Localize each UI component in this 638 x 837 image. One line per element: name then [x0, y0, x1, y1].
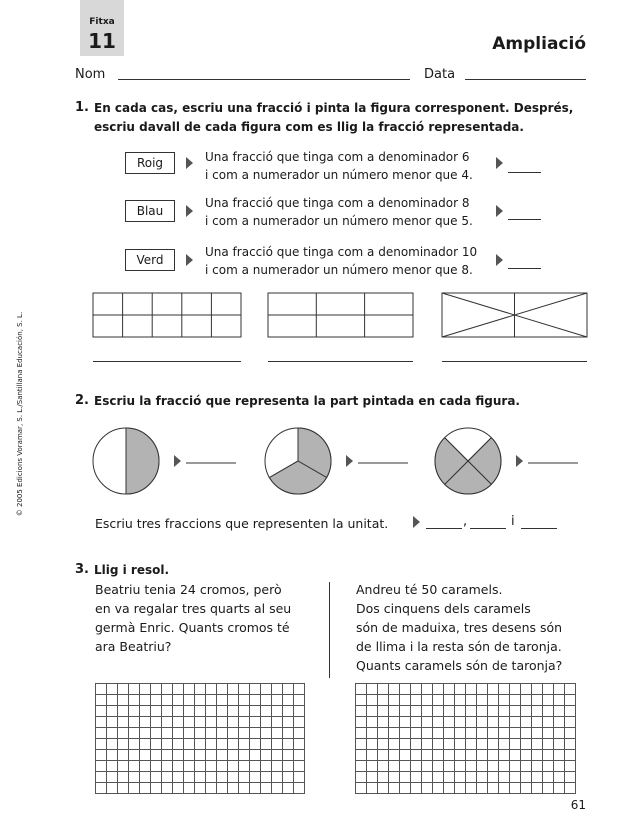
working-grid-right[interactable] [355, 683, 576, 794]
arrow-icon [516, 455, 523, 467]
color-box-roig: Roig [125, 152, 175, 174]
arrow-icon [496, 157, 503, 169]
problem-right-line: Quants caramels són de taronja? [356, 658, 563, 673]
problem-left [95, 580, 291, 656]
arrow-icon [186, 157, 193, 169]
copyright-notice: © 2005 Edicions Voramar, S. L./Santillana Educación, S. L. [16, 311, 24, 517]
answer-line-roig[interactable] [508, 172, 541, 173]
data-field[interactable] [465, 79, 586, 80]
row-roig-line1: Una fracció que tinga com a denominador 6 [205, 150, 470, 164]
unit-answer-2[interactable] [470, 528, 506, 529]
comma-separator: , [463, 514, 468, 529]
column-divider [329, 582, 330, 678]
and-word: i [511, 514, 515, 529]
answer-line-blau[interactable] [508, 219, 541, 220]
fitxa-label: Fitxa [89, 17, 115, 27]
color-box-blau: Blau [125, 200, 175, 222]
arrow-icon [186, 205, 193, 217]
nom-field[interactable] [118, 79, 410, 80]
problem-left-line: ara Beatriu? [95, 639, 172, 654]
arrow-icon [496, 205, 503, 217]
exercise-1-number: 1. [75, 100, 89, 115]
row-verd-line2: i com a numerador un número menor que 8. [205, 263, 473, 277]
exercise-2-text: Escriu la fracció que representa la part pintada en cada figura. [94, 394, 520, 408]
fitxa-number: 11 [88, 29, 116, 53]
exercise-2-figures [90, 424, 590, 504]
problem-left-line: germà Enric. Quants cromos té [95, 620, 290, 635]
arrow-icon [174, 455, 181, 467]
circle-quarters [435, 428, 501, 494]
problem-left-line: en va regalar tres quarts al seu [95, 601, 292, 616]
exercise-1-text-line2: escriu davall de cada figura com es llig la fracció representada. [94, 120, 524, 134]
color-box-verd: Verd [125, 249, 175, 271]
unit-fractions-text: Escriu tres fraccions que representen la unitat. [95, 516, 389, 531]
row-blau-line1: Una fracció que tinga com a denominador 8 [205, 196, 470, 210]
reading-line-1[interactable] [93, 361, 241, 362]
circle-half [93, 428, 159, 494]
figure-rect-8-parts[interactable] [442, 293, 587, 337]
exercise-3-text: Llig i resol. [94, 563, 170, 577]
problem-right-line: Dos cinquens dels caramels [356, 601, 531, 616]
arrow-icon [413, 516, 420, 528]
arrow-icon [496, 254, 503, 266]
problem-right-line: de llima i la resta són de taronja. [356, 639, 562, 654]
exercise-3-number: 3. [75, 562, 89, 577]
figure-rect-6-parts[interactable] [268, 293, 413, 337]
page-number: 61 [570, 798, 586, 812]
exercise-1-figures [90, 290, 590, 342]
arrow-icon [346, 455, 353, 467]
reading-line-2[interactable] [268, 361, 413, 362]
working-grid-left[interactable] [95, 683, 305, 794]
reading-line-3[interactable] [442, 361, 587, 362]
answer-line-verd[interactable] [508, 268, 541, 269]
row-verd-line1: Una fracció que tinga com a denominador 10 [205, 245, 478, 259]
circle-thirds [265, 428, 331, 494]
row-blau-line2: i com a numerador un número menor que 5. [205, 214, 473, 228]
nom-label: Nom [75, 67, 106, 82]
problem-right-line: són de maduixa, tres desens són [356, 620, 563, 635]
unit-answer-3[interactable] [521, 528, 557, 529]
unit-answer-1[interactable] [426, 528, 462, 529]
problem-right-line: Andreu té 50 caramels. [356, 582, 503, 597]
exercise-2-number: 2. [75, 393, 89, 408]
exercise-1-text-line1: En cada cas, escriu una fracció i pinta la figura corresponent. Després, [94, 101, 574, 115]
figure-rect-10-parts[interactable] [93, 293, 241, 337]
problem-right [356, 580, 562, 675]
data-label: Data [424, 67, 456, 82]
arrow-icon [186, 254, 193, 266]
row-roig-line2: i com a numerador un número menor que 4. [205, 168, 473, 182]
page-title: Ampliació [492, 34, 586, 54]
problem-left-line: Beatriu tenia 24 cromos, però [95, 582, 282, 597]
